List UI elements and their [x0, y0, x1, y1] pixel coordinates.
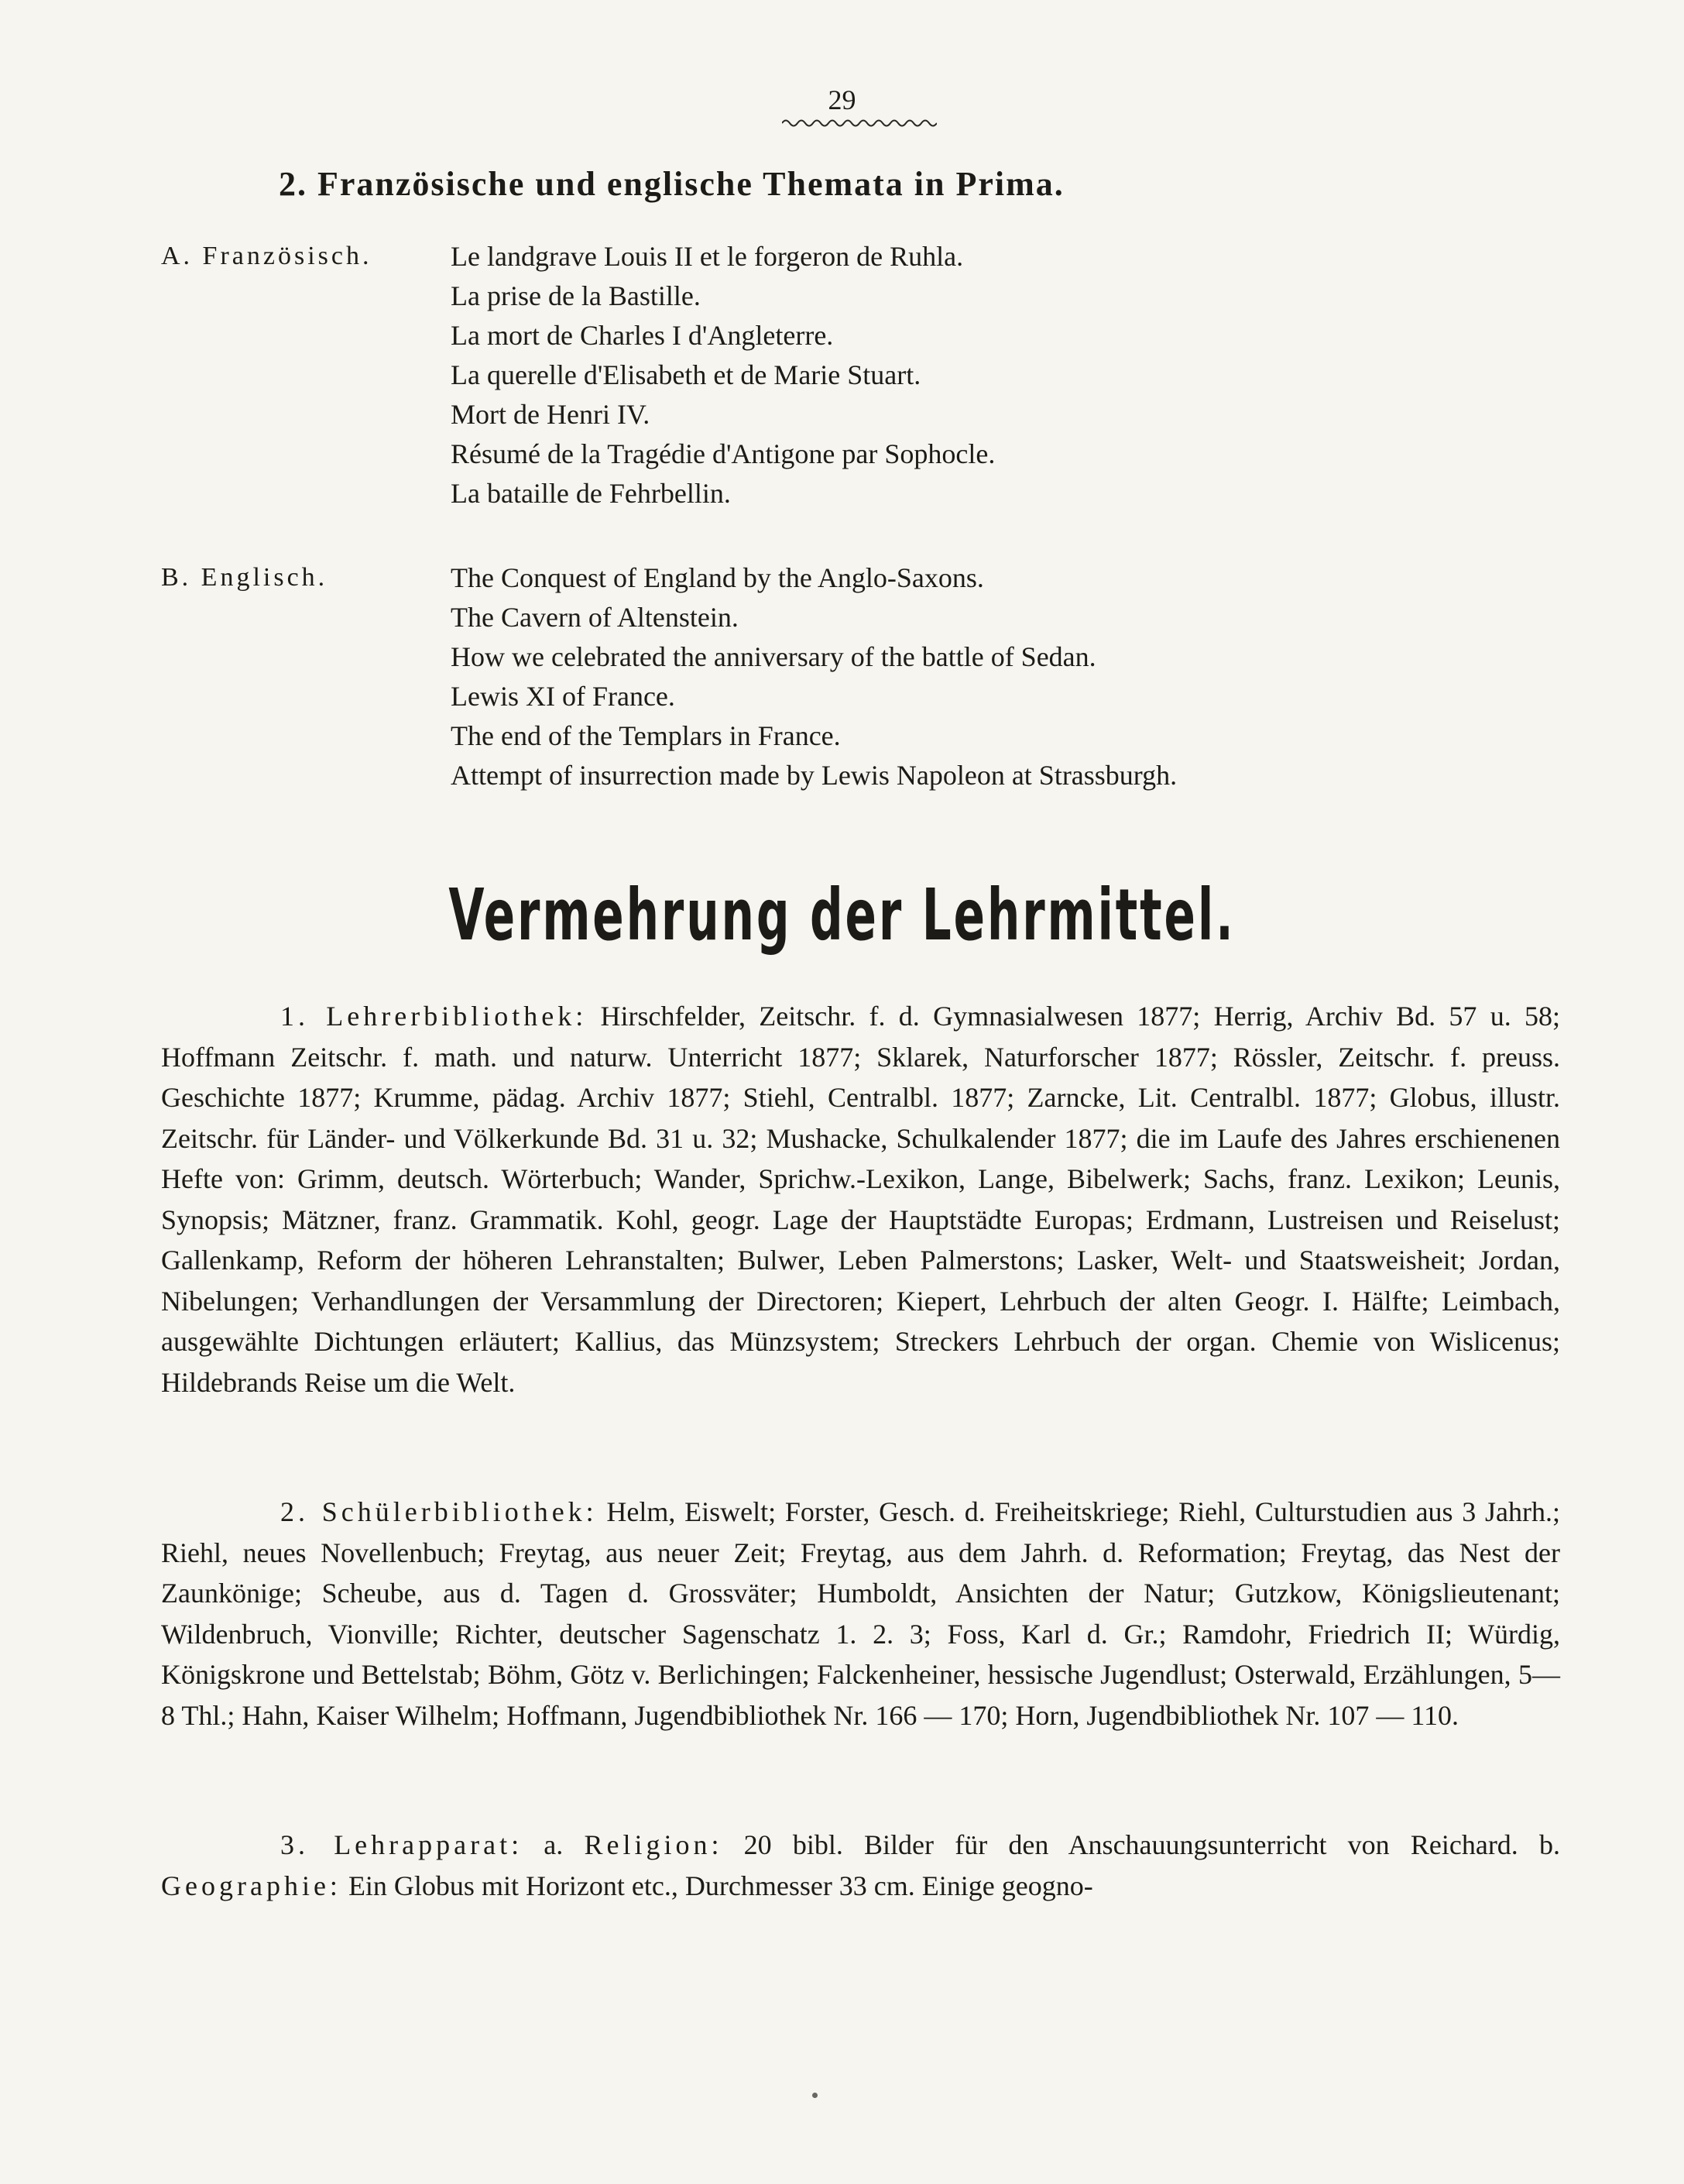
main-title: Vermehrung der Lehrmittel.: [448, 874, 1236, 956]
list-item: Mort de Henri IV.: [451, 399, 650, 430]
paragraph-text: Helm, Eiswelt; Forster, Gesch. d. Freiheitskriege; Riehl, Culturstudien aus 3 Jahrh.; Riehl, neues Novellenbuch; Freytag, aus neuer Zeit; Freytag, aus dem Jahrh. d. Reformation; Freytag, das Nest der Zaunkönige; Scheube, aus d. Tagen d. Grossväter; Humboldt, Ansichten der Natur; Gutzkow, Königslieutenant; Wildenbruch, Vionville; Richter, deutscher Sagenschatz 1. 2. 3; Foss, Karl d. Gr.; Ramdohr, Friedrich II; Würdig, Königskrone und Bettelstab; Böhm, Götz v. Berlichingen; Falckenheiner, hessische Jugendlust; Osterwald, Erzählungen, 5—8 Thl.; Hahn, Kaiser Wilhelm; Hoffmann, Jugendbibliothek Nr. 166 — 170; Horn, Jugendbibliothek Nr. 107 — 110.: [161, 1496, 1560, 1731]
paragraph-text: Hirschfelder, Zeitschr. f. d. Gymnasialwesen 1877; Herrig, Archiv Bd. 57 u. 58; Hoffmann Zeitschr. f. math. und naturw. Unterricht 1877; Sklarek, Naturforscher 1877; Rössler, Zeitschr. f. preuss. Geschichte 1877; Krumme, pädag. Archiv 1877; Stiehl, Centralbl. 1877; Zarncke, Lit. Centralbl. 1877; Globus, illustr. Zeitschr. für Länder- und Völkerkunde Bd. 31 u. 32; Mushacke, Schulkalender 1877; die im Laufe des Jahres erschienenen Hefte von: Grimm, deutsch. Wörterbuch; Wander, Sprichw.-Lexikon, Lange, Bibelwerk; Sachs, franz. Lexikon; Leunis, Synopsis; Mätzner, franz. Grammatik. Kohl, geogr. Lage der Hauptstädte Europas; Erdmann, Lustreisen und Reiselust; Gallenkamp, Reform der höheren Lehranstalten; Bulwer, Leben Palmerstons; Lasker, Welt- und Staatsweisheit; Jordan, Nibelungen; Verhandlungen der Versammlung der Directoren; Kiepert, Lehrbuch der alten Geogr. I. Hälfte; Leimbach, ausgewählte Dichtungen erläutert; Kallius, das Münzsystem; Streckers Lehrbuch der organ. Chemie von Wislicenus; Hildebrands Reise um die Welt.: [161, 1001, 1560, 1398]
list-item: The end of the Templars in France.: [451, 720, 841, 751]
section-heading: 2. Französische und englische Themata in Prima.: [279, 165, 1065, 203]
list-item: Résumé de la Tragédie d'Antigone par Sophocle.: [451, 438, 996, 469]
list-item: The Conquest of England by the Anglo-Saxons.: [451, 562, 984, 593]
subheading-geography: Geographie:: [161, 1870, 341, 1901]
subheading-religion: Religion:: [584, 1829, 723, 1860]
list-item: The Cavern of Altenstein.: [451, 602, 739, 633]
list-item: La bataille de Fehrbellin.: [451, 478, 731, 509]
paragraph-teaching-apparatus: [161, 1825, 1560, 1906]
list-item: La querelle d'Elisabeth et de Marie Stuart.: [451, 359, 921, 390]
english-themes: [451, 558, 1177, 795]
paragraph-teacher-library: [161, 996, 1560, 1403]
list-item: Le landgrave Louis II et le forgeron de Ruhla.: [451, 241, 964, 272]
french-themes: [451, 237, 995, 513]
paragraph-text: Ein Globus mit Horizont etc., Durchmesser 33 cm. Einige geogno-: [341, 1870, 1093, 1901]
paragraph-lead: 2. Schülerbibliothek:: [280, 1496, 598, 1527]
ink-dot: [812, 2093, 818, 2098]
paragraph-text: a.: [523, 1829, 585, 1860]
list-item: La mort de Charles I d'Angleterre.: [451, 320, 834, 351]
list-item: La prise de la Bastille.: [451, 280, 701, 311]
paragraph-text: 20 bibl. Bilder für den Anschauungsunterricht von Reichard. b.: [722, 1829, 1560, 1860]
french-label: A. Französisch.: [161, 242, 372, 270]
list-item: How we celebrated the anniversary of the battle of Sedan.: [451, 641, 1096, 672]
english-label: B. Englisch.: [161, 563, 328, 592]
paragraph-lead: 3. Lehrapparat:: [280, 1829, 523, 1860]
list-item: Lewis XI of France.: [451, 681, 675, 712]
paragraph-student-library: [161, 1492, 1560, 1736]
page-number: 29: [828, 84, 856, 115]
list-item: Attempt of insurrection made by Lewis Napoleon at Strassburgh.: [451, 760, 1178, 791]
page-number-ornament: [782, 118, 937, 129]
paragraph-lead: 1. Lehrerbibliothek:: [280, 1001, 588, 1032]
